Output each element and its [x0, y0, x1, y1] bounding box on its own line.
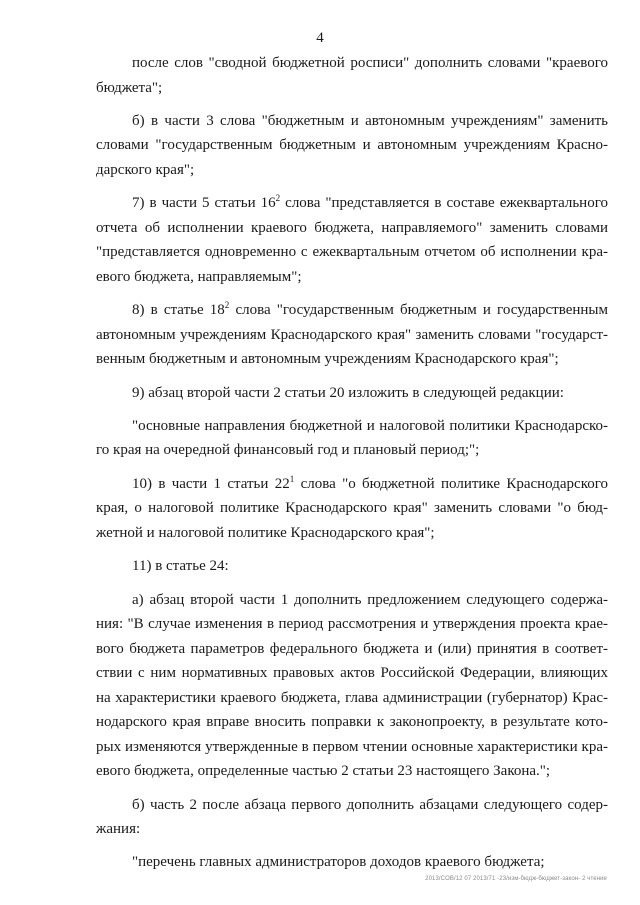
text-line	[96, 472, 608, 497]
text-line: евого бюджета, определенные частью 2 статьи 23 настоящего Закона.";	[96, 763, 551, 780]
text-segment: 8) в статье 18	[132, 302, 225, 319]
text-line: нодарского края вправе вносить поправки к законопроекту, в результате кото-	[96, 714, 608, 731]
text-line: евого бюджета, направляемым";	[96, 268, 302, 285]
text-line: жетной и налоговой политике Краснодарского края";	[96, 524, 435, 541]
paragraph	[96, 414, 608, 463]
paragraph	[96, 51, 608, 100]
text-line: б) часть 2 после абзаца первого дополнить абзацами следующего содер-	[132, 796, 608, 813]
paragraph	[96, 554, 608, 579]
paragraph	[96, 109, 608, 183]
paragraph	[96, 381, 608, 406]
text-line: 11) в статье 24:	[132, 558, 229, 575]
text-line: го края на очередной финансовый год и плановый период;";	[96, 442, 480, 459]
text-line: а) абзац второй части 1 дополнить предложением следующего содержа-	[132, 591, 608, 608]
text-line: ствии с ним нормативных правовых актов Российской Федерации, влияющих	[96, 665, 608, 682]
text-line	[96, 191, 608, 216]
text-line	[96, 298, 608, 323]
text-line: "основные направления бюджетной и налоговой политики Краснодарско-	[132, 417, 608, 434]
text-line: "перечень главных администраторов доходов краевого бюджета;	[132, 854, 545, 871]
paragraph	[96, 472, 608, 546]
text-line: после слов "сводной бюджетной росписи" дополнить словами "краевого	[132, 55, 608, 71]
text-segment: 7) в части 5 статьи 16	[132, 195, 276, 212]
document-body	[96, 51, 608, 884]
text-line: бюджета";	[96, 79, 163, 96]
text-line: 9) абзац второй части 2 статьи 20 изложить в следующей редакции:	[132, 384, 564, 401]
text-line: края, о налоговой политике Краснодарского края" заменить словами "о бюд-	[96, 500, 608, 517]
text-line: вого бюджета параметров федерального бюджета и (или) принятия в соответ-	[96, 640, 608, 657]
paragraph	[96, 850, 608, 875]
page-number: 4	[316, 30, 324, 46]
text-line: "представляется одновременно с ежеквартальным отчетом об исполнении кра-	[96, 244, 608, 261]
text-line: отчета об исполнении краевого бюджета, направляемого" заменить словами	[96, 219, 608, 236]
text-line: венным бюджетным и автономным учреждениям Краснодарского края";	[96, 351, 559, 368]
paragraph	[96, 191, 608, 289]
superscript-index: 2	[275, 193, 281, 204]
text-segment: слова "государственным бюджетным и государственным	[229, 302, 608, 319]
text-line: жания:	[96, 821, 141, 838]
text-line: словами "государственным бюджетным и автономным учреждениям Красно-	[96, 137, 608, 154]
text-line: дарского края";	[96, 161, 195, 178]
text-line: автономным учреждениям Краснодарского края" заменить словами "государст-	[96, 326, 608, 343]
text-segment: 10) в части 1 статьи 22	[132, 475, 290, 492]
superscript-index: 1	[289, 473, 295, 484]
superscript-index: 2	[224, 300, 230, 311]
text-line: ния: "В случае изменения в период рассмотрения и утверждения проекта крае-	[96, 616, 608, 633]
text-segment: слова "о бюджетной политике Краснодарского	[294, 475, 608, 492]
text-line: рых изменяются утвержденные в первом чтении основные характеристики кра-	[96, 738, 608, 755]
text-line: б) в части 3 слова "бюджетным и автономным учреждениям" заменить	[132, 112, 608, 129]
paragraph	[96, 793, 608, 842]
document-footer: 2013/COB/12 07 2013/71 -23/изм-бюдж-бюджет-закон- 2 чтение	[425, 876, 607, 882]
paragraph	[96, 588, 608, 784]
text-line: на характеристики краевого бюджета, глава администрации (губернатор) Крас-	[96, 689, 608, 706]
text-segment: слова "представляется в составе ежеквартального	[280, 195, 608, 212]
paragraph	[96, 298, 608, 372]
